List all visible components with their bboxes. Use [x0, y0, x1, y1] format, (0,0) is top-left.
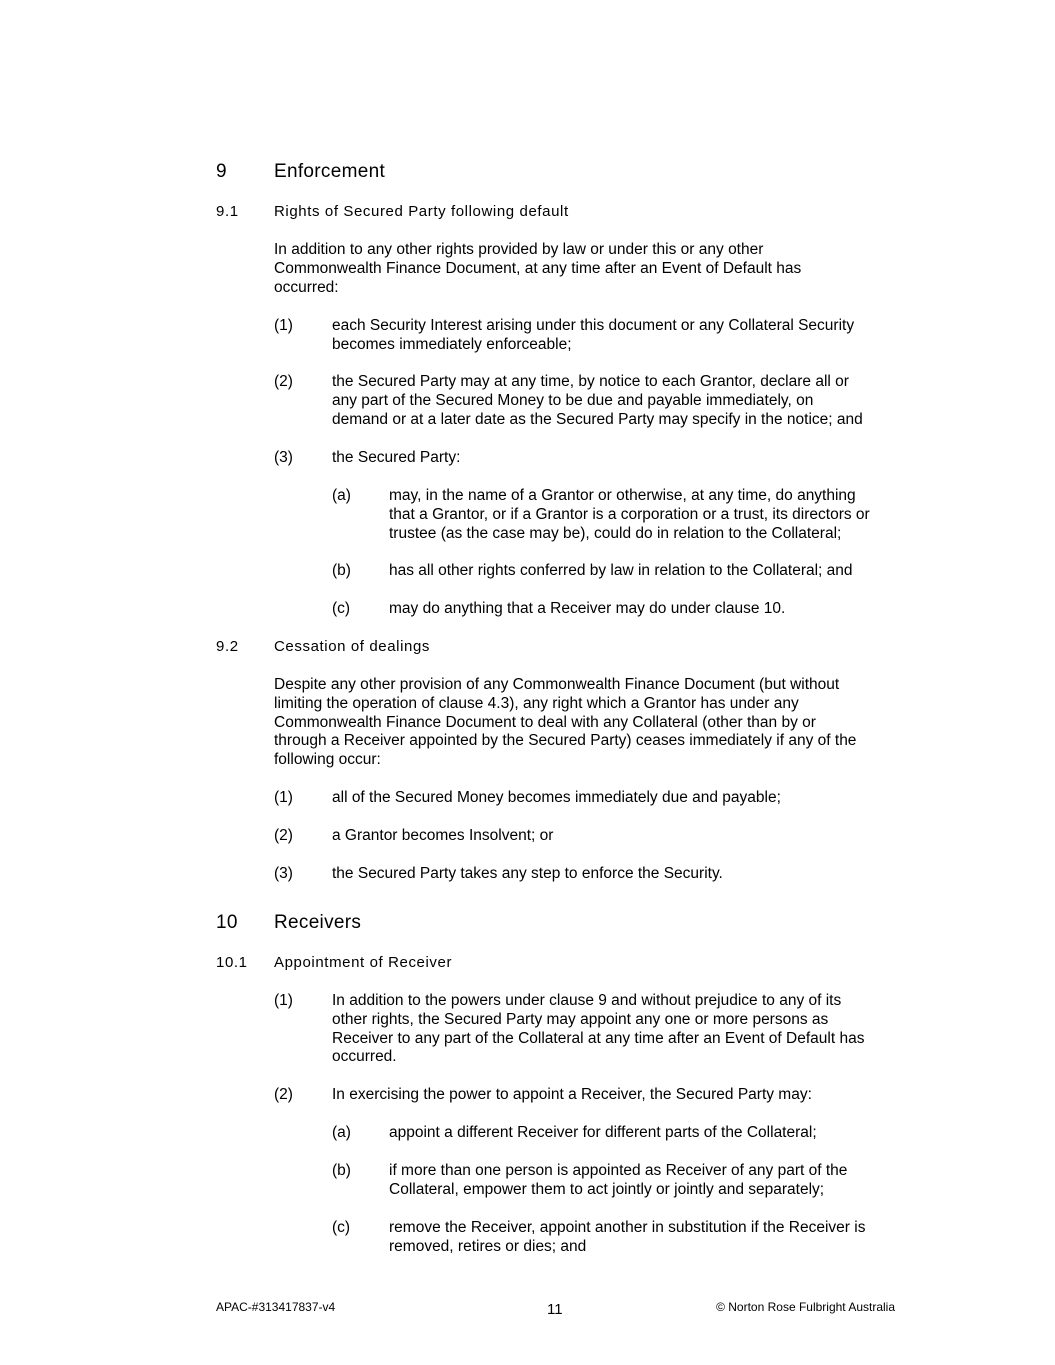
clause-9-2-number: 9.2	[216, 638, 239, 655]
text-line: removed, retires or dies; and	[389, 1237, 587, 1255]
text-line: the Secured Party takes any step to enforce the Security.	[332, 865, 723, 882]
text-line: Despite any other provision of any Commonwealth Finance Document (but without	[274, 676, 840, 693]
text-line: if more than one person is appointed as Receiver of any part of the	[389, 1162, 848, 1179]
sub-item	[389, 1219, 865, 1257]
sub-item-label: (c)	[332, 1219, 351, 1236]
list-item-label: (3)	[274, 865, 293, 882]
list-item-label: (1)	[274, 992, 293, 1009]
list-item-label: (2)	[274, 827, 293, 844]
text-line: occurred.	[332, 1048, 397, 1066]
list-item-label: (2)	[274, 1086, 293, 1103]
list-item	[332, 865, 723, 884]
sub-item	[389, 1124, 817, 1143]
clause-9-2-intro	[274, 676, 856, 770]
section-10-heading: Receivers	[274, 912, 362, 933]
text-line: all of the Secured Money becomes immediately due and payable;	[332, 789, 781, 806]
sub-item-label: (a)	[332, 1124, 351, 1141]
section-9-number: 9	[216, 161, 227, 182]
list-item	[332, 827, 553, 846]
text-line: any part of the Secured Money to be due and payable immediately, on	[332, 391, 814, 409]
sub-item	[389, 562, 853, 581]
list-item-label: (1)	[274, 789, 293, 806]
sub-item	[389, 1162, 847, 1200]
text-line: the Secured Party:	[332, 449, 461, 466]
text-line: each Security Interest arising under this document or any Collateral Security	[332, 317, 855, 334]
sub-item	[389, 487, 870, 543]
text-line: through a Receiver appointed by the Secured Party) ceases immediately if any of the	[274, 732, 857, 750]
sub-item	[389, 600, 785, 619]
text-line: In exercising the power to appoint a Receiver, the Secured Party may:	[332, 1086, 812, 1103]
text-line: the Secured Party may at any time, by notice to each Grantor, declare all or	[332, 373, 849, 390]
text-line: may do anything that a Receiver may do under clause 10.	[389, 600, 786, 617]
text-line: remove the Receiver, appoint another in substitution if the Receiver is	[389, 1219, 866, 1236]
list-item	[332, 317, 854, 355]
text-line: has all other rights conferred by law in relation to the Collateral; and	[389, 562, 853, 579]
text-line: demand or at a later date as the Secured Party may specify in the notice; and	[332, 410, 863, 428]
text-line: other rights, the Secured Party may appoint any one or more persons as	[332, 1010, 829, 1028]
text-line: a Grantor becomes Insolvent; or	[332, 827, 554, 844]
list-item-label: (2)	[274, 373, 293, 390]
clause-9-2-heading: Cessation of dealings	[274, 638, 431, 655]
text-line: Receiver to any part of the Collateral at any time after an Event of Default has	[332, 1029, 865, 1047]
text-line: Commonwealth Finance Document to deal with any Collateral (other than by or	[274, 713, 816, 731]
text-line: occurred:	[274, 278, 339, 296]
footer-doc-id: APAC-#313417837-v4	[216, 1300, 336, 1314]
sub-item-label: (b)	[332, 562, 351, 579]
list-item-label: (1)	[274, 317, 293, 334]
sub-item-label: (a)	[332, 487, 351, 504]
list-item	[332, 373, 863, 429]
footer-copyright: © Norton Rose Fulbright Australia	[716, 1300, 895, 1314]
list-item	[332, 1086, 812, 1105]
text-line: following occur:	[274, 751, 381, 769]
list-item	[332, 789, 781, 808]
clause-9-1-number: 9.1	[216, 203, 239, 220]
text-line: that a Grantor, or if a Grantor is a corporation or a trust, its directors or	[389, 505, 870, 523]
section-10-number: 10	[216, 912, 238, 933]
list-item	[332, 992, 864, 1067]
text-line: trustee (as the case may be), could do in relation to the Collateral;	[389, 524, 842, 542]
text-line: may, in the name of a Grantor or otherwise, at any time, do anything	[389, 487, 856, 504]
clause-10-1-heading: Appointment of Receiver	[274, 954, 453, 971]
text-line: In addition to any other rights provided by law or under this or any other	[274, 241, 764, 258]
clause-10-1-number: 10.1	[216, 954, 248, 971]
section-9-heading: Enforcement	[274, 161, 386, 182]
text-line: limiting the operation of clause 4.3), any right which a Grantor has under any	[274, 694, 799, 712]
text-line: In addition to the powers under clause 9 and without prejudice to any of its	[332, 992, 842, 1009]
text-line: Collateral, empower them to act jointly or jointly and separately;	[389, 1180, 825, 1198]
sub-item-label: (b)	[332, 1162, 351, 1179]
list-item	[332, 449, 460, 468]
clause-9-1-heading: Rights of Secured Party following default	[274, 203, 569, 220]
page-number: 11	[547, 1301, 563, 1318]
text-line: becomes immediately enforceable;	[332, 335, 572, 353]
text-line: Commonwealth Finance Document, at any time after an Event of Default has	[274, 259, 802, 277]
list-item-label: (3)	[274, 449, 293, 466]
clause-9-1-intro	[274, 241, 801, 297]
text-line: appoint a different Receiver for different parts of the Collateral;	[389, 1124, 817, 1141]
sub-item-label: (c)	[332, 600, 351, 617]
